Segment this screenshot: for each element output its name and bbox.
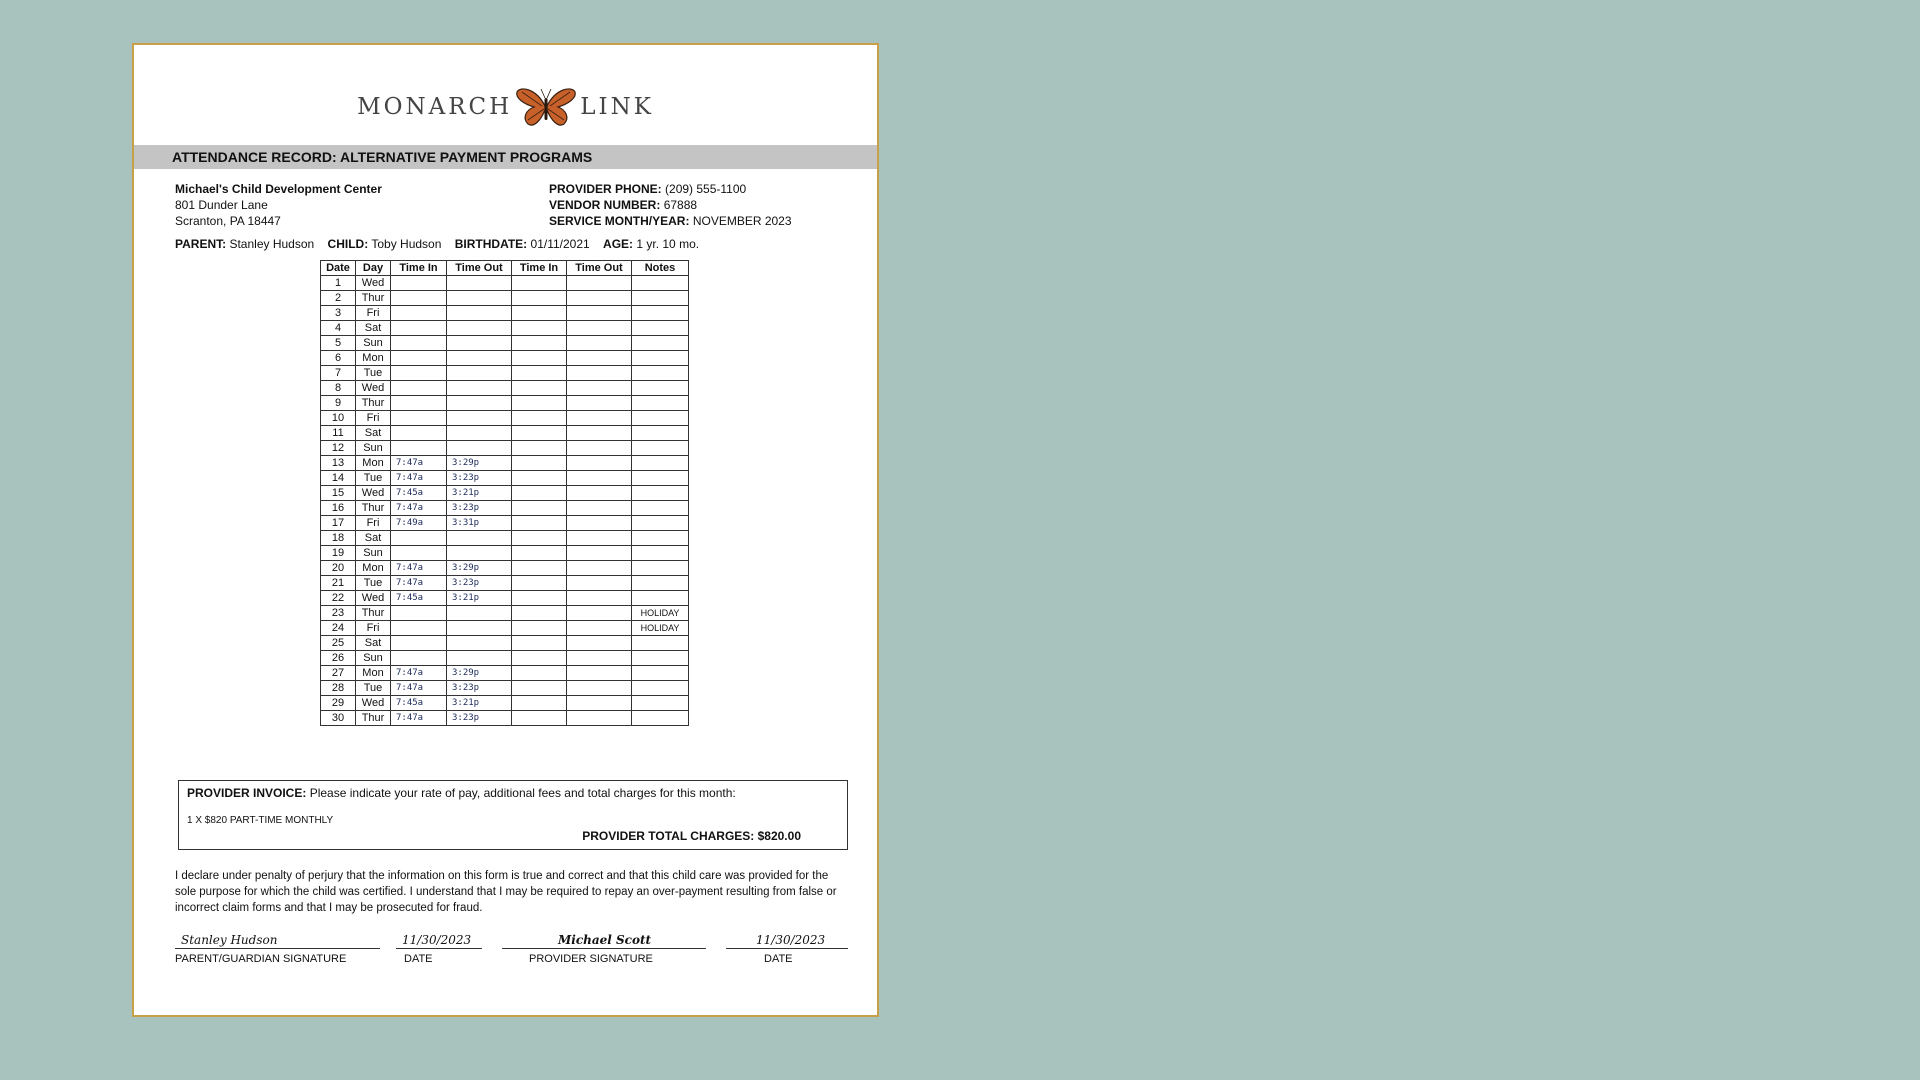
cell-time-out-2 — [567, 471, 632, 486]
cell-time-in-2 — [512, 651, 567, 666]
cell-date: 16 — [321, 501, 356, 516]
cell-time-out-2 — [567, 666, 632, 681]
cell-time-out-2 — [567, 591, 632, 606]
cell-time-in-2 — [512, 711, 567, 726]
birthdate-label: BIRTHDATE: — [454, 237, 528, 251]
cell-time-out-1 — [447, 546, 512, 561]
invoice-total: PROVIDER TOTAL CHARGES: $820.00 — [582, 829, 801, 843]
provider-date: 11/30/2023 — [726, 931, 848, 949]
cell-date: 26 — [321, 651, 356, 666]
cell-day: Sun — [356, 651, 391, 666]
cell-notes — [632, 306, 689, 321]
cell-time-in-2 — [512, 516, 567, 531]
provider-invoice-box — [178, 780, 848, 850]
cell-time-in-1: 7:47a — [391, 711, 447, 726]
header-day: Day — [356, 261, 391, 276]
cell-date: 27 — [321, 666, 356, 681]
cell-time-in-1 — [391, 546, 447, 561]
phone-label: PROVIDER PHONE: — [549, 182, 662, 196]
cell-time-out-2 — [567, 501, 632, 516]
cell-time-in-1 — [391, 621, 447, 636]
cell-time-out-1: 3:23p — [447, 681, 512, 696]
cell-time-out-2 — [567, 366, 632, 381]
cell-notes — [632, 441, 689, 456]
cell-time-in-1 — [391, 651, 447, 666]
cell-time-out-2 — [567, 561, 632, 576]
provider-details-block — [549, 181, 792, 229]
cell-date: 8 — [321, 381, 356, 396]
provider-phone: (209) 555-1100 — [665, 182, 747, 196]
table-row — [321, 291, 689, 306]
cell-time-in-1 — [391, 411, 447, 426]
cell-time-out-2 — [567, 531, 632, 546]
attendance-table — [320, 260, 689, 726]
cell-day: Sat — [356, 426, 391, 441]
cell-time-out-1 — [447, 411, 512, 426]
cell-time-out-1: 3:21p — [447, 591, 512, 606]
cell-notes — [632, 336, 689, 351]
cell-time-in-2 — [512, 306, 567, 321]
cell-time-out-1 — [447, 366, 512, 381]
cell-time-in-1 — [391, 636, 447, 651]
vendor-label: VENDOR NUMBER: — [549, 198, 661, 212]
table-row — [321, 576, 689, 591]
table-row — [321, 696, 689, 711]
cell-time-out-2 — [567, 426, 632, 441]
table-row — [321, 336, 689, 351]
cell-time-in-1: 7:47a — [391, 456, 447, 471]
cell-notes — [632, 396, 689, 411]
cell-time-out-2 — [567, 351, 632, 366]
cell-time-out-1: 3:23p — [447, 576, 512, 591]
table-row — [321, 366, 689, 381]
cell-notes — [632, 276, 689, 291]
header-date: Date — [321, 261, 356, 276]
cell-notes — [632, 321, 689, 336]
cell-time-out-1 — [447, 621, 512, 636]
cell-date: 23 — [321, 606, 356, 621]
cell-time-in-2 — [512, 546, 567, 561]
cell-time-in-1 — [391, 336, 447, 351]
table-row — [321, 306, 689, 321]
cell-day: Wed — [356, 591, 391, 606]
cell-notes — [632, 561, 689, 576]
cell-time-in-1: 7:47a — [391, 471, 447, 486]
cell-time-out-1: 3:31p — [447, 516, 512, 531]
provider-date-block — [726, 931, 848, 965]
cell-notes — [632, 636, 689, 651]
parent-date-label: DATE — [404, 953, 433, 965]
cell-time-in-2 — [512, 276, 567, 291]
cell-day: Fri — [356, 306, 391, 321]
table-row — [321, 351, 689, 366]
cell-notes — [632, 351, 689, 366]
parent-signature: Stanley Hudson — [175, 931, 380, 949]
cell-notes — [632, 501, 689, 516]
provider-signature-label: PROVIDER SIGNATURE — [529, 953, 653, 965]
cell-time-in-2 — [512, 501, 567, 516]
cell-time-in-2 — [512, 591, 567, 606]
cell-time-in-1: 7:47a — [391, 501, 447, 516]
provider-signature: Michael Scott — [502, 931, 706, 949]
cell-time-out-1 — [447, 396, 512, 411]
cell-time-out-1 — [447, 441, 512, 456]
table-row — [321, 396, 689, 411]
table-row — [321, 411, 689, 426]
cell-day: Tue — [356, 471, 391, 486]
header-time-in-2: Time In — [512, 261, 567, 276]
cell-notes — [632, 426, 689, 441]
cell-time-in-1 — [391, 351, 447, 366]
cell-time-in-1: 7:47a — [391, 681, 447, 696]
cell-time-in-2 — [512, 576, 567, 591]
cell-date: 29 — [321, 696, 356, 711]
cell-time-in-2 — [512, 396, 567, 411]
invoice-label: PROVIDER INVOICE: — [187, 786, 307, 800]
cell-time-in-2 — [512, 621, 567, 636]
cell-day: Thur — [356, 606, 391, 621]
cell-time-out-1 — [447, 321, 512, 336]
cell-time-in-1 — [391, 381, 447, 396]
cell-notes — [632, 531, 689, 546]
cell-time-out-2 — [567, 576, 632, 591]
cell-notes — [632, 366, 689, 381]
cell-date: 6 — [321, 351, 356, 366]
cell-date: 18 — [321, 531, 356, 546]
cell-notes: HOLIDAY — [632, 621, 689, 636]
parent-date: 11/30/2023 — [396, 931, 482, 949]
cell-time-in-2 — [512, 291, 567, 306]
cell-date: 14 — [321, 471, 356, 486]
cell-date: 10 — [321, 411, 356, 426]
cell-time-out-1 — [447, 276, 512, 291]
cell-day: Sat — [356, 531, 391, 546]
parent-label: PARENT: — [175, 237, 227, 251]
perjury-declaration: I declare under penalty of perjury that the information on this form is true and correct and that this child care was provided for the sole purpose for which the child was certified. I understand that I may be required to repay an over-payment resulting from false or incorrect claim forms and that I may be prosecuted for fraud. — [175, 870, 837, 914]
cell-time-out-2 — [567, 681, 632, 696]
cell-time-in-2 — [512, 606, 567, 621]
table-row — [321, 426, 689, 441]
cell-time-out-1 — [447, 636, 512, 651]
cell-time-in-1 — [391, 366, 447, 381]
provider-date-label: DATE — [764, 953, 793, 965]
cell-date: 30 — [321, 711, 356, 726]
table-row — [321, 711, 689, 726]
attendance-document — [132, 43, 879, 1017]
cell-date: 11 — [321, 426, 356, 441]
cell-day: Thur — [356, 501, 391, 516]
cell-notes — [632, 471, 689, 486]
header-time-out-1: Time Out — [447, 261, 512, 276]
cell-time-out-1: 3:29p — [447, 561, 512, 576]
header-notes: Notes — [632, 261, 689, 276]
cell-time-out-1 — [447, 306, 512, 321]
provider-address-block — [175, 181, 382, 229]
cell-day: Mon — [356, 561, 391, 576]
cell-day: Fri — [356, 411, 391, 426]
cell-time-out-2 — [567, 441, 632, 456]
cell-date: 25 — [321, 636, 356, 651]
cell-time-in-1 — [391, 531, 447, 546]
monarch-link-logo — [134, 77, 877, 137]
cell-time-in-2 — [512, 531, 567, 546]
cell-date: 13 — [321, 456, 356, 471]
cell-day: Sat — [356, 636, 391, 651]
cell-day: Tue — [356, 681, 391, 696]
cell-time-out-1 — [447, 651, 512, 666]
cell-date: 9 — [321, 396, 356, 411]
cell-time-out-1 — [447, 531, 512, 546]
cell-time-out-2 — [567, 696, 632, 711]
cell-time-out-1: 3:21p — [447, 486, 512, 501]
header-time-out-2: Time Out — [567, 261, 632, 276]
table-row — [321, 276, 689, 291]
invoice-heading — [187, 786, 736, 800]
cell-time-out-2 — [567, 396, 632, 411]
provider-signature-block — [502, 931, 706, 965]
cell-time-in-1 — [391, 396, 447, 411]
cell-time-out-2 — [567, 486, 632, 501]
provider-address-1: 801 Dunder Lane — [175, 198, 268, 212]
cell-notes — [632, 576, 689, 591]
cell-date: 21 — [321, 576, 356, 591]
cell-day: Mon — [356, 351, 391, 366]
vendor-number: 67888 — [663, 198, 698, 212]
attendance-table-body — [321, 276, 689, 726]
table-row — [321, 441, 689, 456]
cell-date: 22 — [321, 591, 356, 606]
cell-notes — [632, 666, 689, 681]
cell-day: Wed — [356, 696, 391, 711]
cell-time-in-1: 7:47a — [391, 666, 447, 681]
cell-time-in-2 — [512, 681, 567, 696]
age-label: AGE: — [603, 237, 634, 251]
cell-time-in-1 — [391, 306, 447, 321]
cell-time-out-2 — [567, 336, 632, 351]
logo-left-word: MONARCH — [357, 94, 513, 120]
cell-time-out-2 — [567, 381, 632, 396]
child-label: CHILD: — [327, 237, 369, 251]
cell-date: 20 — [321, 561, 356, 576]
cell-notes — [632, 516, 689, 531]
cell-time-in-2 — [512, 666, 567, 681]
cell-day: Sun — [356, 441, 391, 456]
cell-day: Mon — [356, 456, 391, 471]
provider-address-2: Scranton, PA 18447 — [175, 214, 281, 228]
cell-date: 15 — [321, 486, 356, 501]
cell-time-out-2 — [567, 651, 632, 666]
table-row — [321, 321, 689, 336]
cell-notes — [632, 681, 689, 696]
cell-time-out-1 — [447, 606, 512, 621]
cell-day: Sat — [356, 321, 391, 336]
cell-notes — [632, 456, 689, 471]
cell-day: Wed — [356, 486, 391, 501]
cell-time-in-1: 7:45a — [391, 486, 447, 501]
cell-notes — [632, 411, 689, 426]
cell-time-out-2 — [567, 516, 632, 531]
cell-day: Fri — [356, 621, 391, 636]
parent-signature-label: PARENT/GUARDIAN SIGNATURE — [175, 953, 347, 965]
cell-day: Thur — [356, 711, 391, 726]
table-row — [321, 381, 689, 396]
cell-time-out-2 — [567, 546, 632, 561]
cell-notes — [632, 546, 689, 561]
table-row — [321, 666, 689, 681]
invoice-instruction: Please indicate your rate of pay, additional fees and total charges for this month: — [309, 786, 736, 800]
cell-day: Tue — [356, 576, 391, 591]
cell-day: Sun — [356, 546, 391, 561]
child-info-line — [175, 237, 699, 251]
cell-time-out-1: 3:23p — [447, 471, 512, 486]
cell-day: Fri — [356, 516, 391, 531]
table-row — [321, 531, 689, 546]
cell-time-in-2 — [512, 321, 567, 336]
cell-time-in-2 — [512, 636, 567, 651]
cell-time-out-1: 3:29p — [447, 456, 512, 471]
cell-time-out-1 — [447, 291, 512, 306]
cell-notes — [632, 291, 689, 306]
cell-date: 2 — [321, 291, 356, 306]
table-row — [321, 606, 689, 621]
header-time-in-1: Time In — [391, 261, 447, 276]
table-row — [321, 621, 689, 636]
cell-notes — [632, 651, 689, 666]
cell-time-in-1 — [391, 276, 447, 291]
cell-date: 4 — [321, 321, 356, 336]
cell-time-out-2 — [567, 306, 632, 321]
cell-time-in-1 — [391, 321, 447, 336]
cell-notes — [632, 711, 689, 726]
cell-time-in-2 — [512, 411, 567, 426]
cell-day: Wed — [356, 276, 391, 291]
butterfly-icon — [514, 84, 578, 130]
cell-date: 28 — [321, 681, 356, 696]
cell-date: 17 — [321, 516, 356, 531]
cell-time-out-2 — [567, 456, 632, 471]
parent-signature-block — [175, 931, 380, 965]
cell-time-in-2 — [512, 561, 567, 576]
cell-time-in-1 — [391, 291, 447, 306]
cell-time-out-1 — [447, 351, 512, 366]
table-row — [321, 516, 689, 531]
cell-time-out-1 — [447, 426, 512, 441]
cell-time-out-2 — [567, 606, 632, 621]
provider-name: Michael's Child Development Center — [175, 182, 382, 196]
cell-time-in-2 — [512, 696, 567, 711]
cell-time-in-2 — [512, 381, 567, 396]
table-row — [321, 471, 689, 486]
table-row — [321, 681, 689, 696]
cell-day: Sun — [356, 336, 391, 351]
table-row — [321, 546, 689, 561]
cell-time-in-1: 7:47a — [391, 561, 447, 576]
cell-day: Wed — [356, 381, 391, 396]
cell-date: 1 — [321, 276, 356, 291]
cell-day: Thur — [356, 396, 391, 411]
cell-time-out-2 — [567, 711, 632, 726]
service-month: NOVEMBER 2023 — [692, 214, 792, 228]
table-row — [321, 651, 689, 666]
table-row — [321, 636, 689, 651]
cell-time-in-1 — [391, 426, 447, 441]
cell-time-in-2 — [512, 351, 567, 366]
cell-date: 7 — [321, 366, 356, 381]
birthdate: 01/11/2021 — [530, 237, 590, 251]
cell-time-out-1 — [447, 381, 512, 396]
table-row — [321, 591, 689, 606]
cell-time-out-1 — [447, 336, 512, 351]
cell-time-out-2 — [567, 276, 632, 291]
cell-notes — [632, 486, 689, 501]
cell-time-out-2 — [567, 621, 632, 636]
cell-time-out-1: 3:23p — [447, 711, 512, 726]
service-month-label: SERVICE MONTH/YEAR: — [549, 214, 690, 228]
invoice-line-item: 1 X $820 PART-TIME MONTHLY — [187, 815, 334, 826]
cell-date: 3 — [321, 306, 356, 321]
cell-notes — [632, 381, 689, 396]
parent-date-block — [396, 931, 482, 965]
cell-time-out-1: 3:29p — [447, 666, 512, 681]
parent-name: Stanley Hudson — [229, 237, 315, 251]
cell-time-out-2 — [567, 321, 632, 336]
cell-time-out-2 — [567, 411, 632, 426]
cell-day: Mon — [356, 666, 391, 681]
cell-time-in-2 — [512, 471, 567, 486]
cell-notes: HOLIDAY — [632, 606, 689, 621]
cell-date: 24 — [321, 621, 356, 636]
cell-time-in-1 — [391, 606, 447, 621]
cell-date: 12 — [321, 441, 356, 456]
table-header-row — [321, 261, 689, 276]
cell-time-in-2 — [512, 486, 567, 501]
cell-day: Tue — [356, 366, 391, 381]
table-row — [321, 501, 689, 516]
cell-time-in-1: 7:49a — [391, 516, 447, 531]
table-row — [321, 561, 689, 576]
cell-time-in-2 — [512, 366, 567, 381]
cell-time-out-2 — [567, 291, 632, 306]
cell-time-in-1: 7:45a — [391, 591, 447, 606]
cell-notes — [632, 696, 689, 711]
cell-time-in-2 — [512, 336, 567, 351]
cell-time-in-2 — [512, 441, 567, 456]
table-row — [321, 456, 689, 471]
form-title: ATTENDANCE RECORD: ALTERNATIVE PAYMENT PROGRAMS — [134, 145, 877, 169]
cell-time-out-1: 3:21p — [447, 696, 512, 711]
cell-time-in-1: 7:45a — [391, 696, 447, 711]
child-name: Toby Hudson — [371, 237, 442, 251]
cell-day: Thur — [356, 291, 391, 306]
cell-time-in-2 — [512, 456, 567, 471]
cell-time-in-2 — [512, 426, 567, 441]
cell-time-out-2 — [567, 636, 632, 651]
cell-date: 5 — [321, 336, 356, 351]
logo-right-word: LINK — [580, 94, 654, 120]
cell-time-out-1: 3:23p — [447, 501, 512, 516]
cell-time-in-1 — [391, 441, 447, 456]
cell-date: 19 — [321, 546, 356, 561]
cell-notes — [632, 591, 689, 606]
cell-time-in-1: 7:47a — [391, 576, 447, 591]
table-row — [321, 486, 689, 501]
age: 1 yr. 10 mo. — [636, 237, 700, 251]
